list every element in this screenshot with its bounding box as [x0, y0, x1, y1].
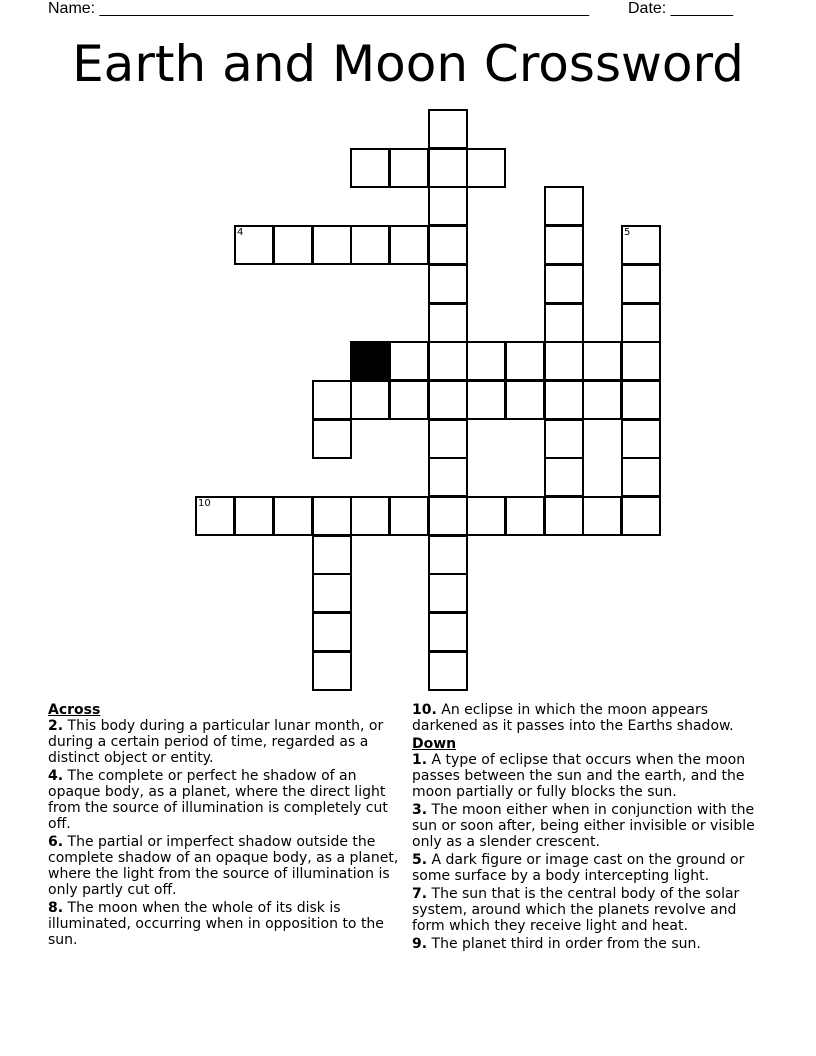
- clue-text: The moon either when in conjunction with the sun or soon after, being either invisible or visible only as a slender crescent.: [412, 802, 755, 850]
- crossword-cell[interactable]: [312, 380, 352, 420]
- clue-text: A type of eclipse that occurs when the moon passes between the sun and the earth, and the moon partially or fully blocks the sun.: [412, 752, 746, 800]
- crossword-cell[interactable]: [544, 496, 584, 536]
- crossword-cell[interactable]: [389, 225, 429, 265]
- crossword-cell[interactable]: [505, 496, 545, 536]
- crossword-cell[interactable]: [273, 225, 313, 265]
- date-field[interactable]: Date: _______: [628, 0, 733, 17]
- clue-across-10: [412, 702, 768, 734]
- crossword-cell[interactable]: [466, 148, 506, 188]
- crossword-cell[interactable]: [428, 651, 468, 691]
- crossword-cell[interactable]: [350, 496, 390, 536]
- crossword-cell[interactable]: [621, 496, 661, 536]
- clue-number: 3.: [412, 802, 428, 818]
- clue-number: 7.: [412, 886, 428, 902]
- crossword-cell[interactable]: [505, 380, 545, 420]
- clue-text: The planet third in order from the sun.: [431, 936, 701, 952]
- clue-down-3: [412, 802, 768, 850]
- crossword-cell[interactable]: [582, 496, 622, 536]
- crossword-cell[interactable]: [350, 225, 390, 265]
- crossword-cell[interactable]: [544, 186, 584, 226]
- crossword-cell[interactable]: [544, 380, 584, 420]
- crossword-cell[interactable]: [312, 651, 352, 691]
- crossword-cell[interactable]: [312, 535, 352, 575]
- crossword-cell[interactable]: [621, 225, 661, 265]
- crossword-cell[interactable]: [428, 573, 468, 613]
- crossword-cell[interactable]: [350, 148, 390, 188]
- clue-text: This body during a particular lunar month, or during a certain period of time, regarded as a distinct object or entity.: [48, 718, 384, 766]
- clue-number-label: 4: [237, 227, 244, 238]
- clue-number: 4.: [48, 768, 64, 784]
- clue-down-9: [412, 936, 768, 952]
- crossword-cell[interactable]: [505, 341, 545, 381]
- clue-number-label: 5: [624, 227, 631, 238]
- clue-across-2: [48, 718, 408, 766]
- crossword-cell[interactable]: [312, 496, 352, 536]
- clue-number: 8.: [48, 900, 64, 916]
- crossword-cell[interactable]: [544, 341, 584, 381]
- clue-text: The moon when the whole of its disk is illuminated, occurring when in opposition to the sun.: [48, 900, 384, 948]
- across-heading: Across: [48, 702, 101, 718]
- clue-number: 5.: [412, 852, 428, 868]
- crossword-cell[interactable]: [273, 496, 313, 536]
- crossword-cell[interactable]: [544, 303, 584, 343]
- clue-text: The sun that is the central body of the solar system, around which the planets revolve and form which they receive light and heat.: [412, 886, 740, 934]
- clue-number-label: 10: [198, 498, 211, 509]
- crossword-cell[interactable]: [621, 264, 661, 304]
- crossword-cell[interactable]: [312, 573, 352, 613]
- crossword-black-cell: [350, 341, 390, 381]
- clue-number: 6.: [48, 834, 64, 850]
- crossword-cell[interactable]: [428, 380, 468, 420]
- crossword-cell[interactable]: [389, 148, 429, 188]
- clue-number: 9.: [412, 936, 428, 952]
- crossword-cell[interactable]: [621, 457, 661, 497]
- crossword-cell[interactable]: [544, 264, 584, 304]
- clue-number: 10.: [412, 702, 437, 718]
- clue-down-5: [412, 852, 768, 884]
- crossword-cell[interactable]: [389, 341, 429, 381]
- crossword-cell[interactable]: [428, 419, 468, 459]
- clue-down-7: [412, 886, 768, 934]
- clue-text: The complete or perfect he shadow of an opaque body, as a planet, where the direct light from the source of illumination is completely cut off.: [48, 768, 388, 832]
- clue-text: A dark figure or image cast on the ground or some surface by a body intercepting light.: [412, 852, 745, 884]
- crossword-cell[interactable]: [428, 341, 468, 381]
- crossword-cell[interactable]: [428, 264, 468, 304]
- crossword-cell[interactable]: [466, 496, 506, 536]
- crossword-cell[interactable]: [621, 419, 661, 459]
- crossword-cell[interactable]: [428, 612, 468, 652]
- crossword-cell[interactable]: [544, 457, 584, 497]
- crossword-cell[interactable]: [428, 148, 468, 188]
- crossword-cell[interactable]: [195, 496, 235, 536]
- crossword-cell[interactable]: [428, 535, 468, 575]
- crossword-cell[interactable]: [312, 419, 352, 459]
- clue-across-6: [48, 834, 408, 898]
- clue-text: The partial or imperfect shadow outside the complete shadow of an opaque body, as a planet, where the light from the source of illumination is only partly cut off.: [48, 834, 399, 898]
- crossword-cell[interactable]: [389, 496, 429, 536]
- clues-left-column: [48, 702, 408, 950]
- crossword-cell[interactable]: [621, 341, 661, 381]
- crossword-cell[interactable]: [544, 225, 584, 265]
- crossword-cell[interactable]: [621, 380, 661, 420]
- crossword-cell[interactable]: [312, 225, 352, 265]
- crossword-cell[interactable]: [621, 303, 661, 343]
- clue-text: An eclipse in which the moon appears darkened as it passes into the Earths shadow.: [412, 702, 734, 734]
- crossword-cell[interactable]: [234, 496, 274, 536]
- crossword-cell[interactable]: [466, 380, 506, 420]
- clue-across-4: [48, 768, 408, 832]
- crossword-cell[interactable]: [312, 612, 352, 652]
- page-title: Earth and Moon Crossword: [72, 35, 744, 93]
- crossword-cell[interactable]: [350, 380, 390, 420]
- clue-across-8: [48, 900, 408, 948]
- crossword-cell[interactable]: [428, 303, 468, 343]
- clue-down-1: [412, 752, 768, 800]
- crossword-cell[interactable]: [582, 341, 622, 381]
- clue-number: 1.: [412, 752, 428, 768]
- crossword-cell[interactable]: [466, 341, 506, 381]
- crossword-cell[interactable]: [582, 380, 622, 420]
- down-heading: Down: [412, 736, 457, 752]
- crossword-cell[interactable]: [544, 419, 584, 459]
- crossword-cell[interactable]: [428, 109, 468, 149]
- crossword-cell[interactable]: [389, 380, 429, 420]
- crossword-cell[interactable]: [428, 457, 468, 497]
- crossword-cell[interactable]: [428, 186, 468, 226]
- name-field[interactable]: Name: _______________________________________________________: [48, 0, 589, 17]
- crossword-cell[interactable]: [428, 496, 468, 536]
- crossword-cell[interactable]: [428, 225, 468, 265]
- crossword-cell[interactable]: [234, 225, 274, 265]
- clues-right-column: [412, 702, 768, 954]
- clue-number: 2.: [48, 718, 64, 734]
